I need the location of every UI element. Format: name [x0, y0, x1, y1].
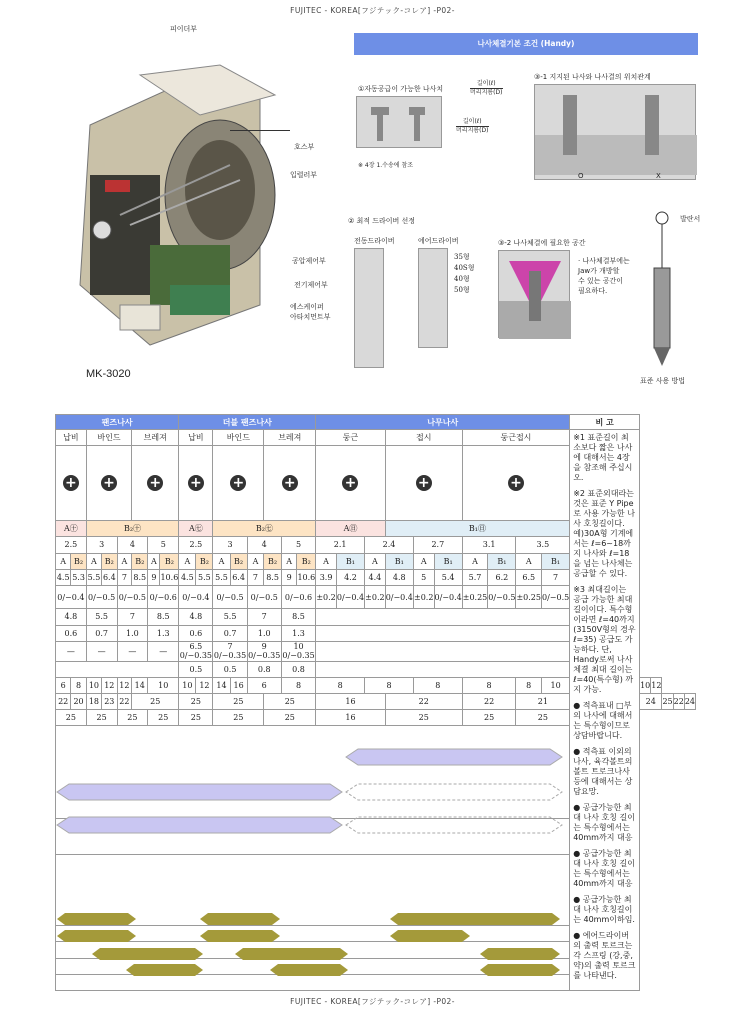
head-dia-cell: 10.6 [160, 569, 179, 585]
head-dia-cell: 5.4 [434, 569, 462, 585]
group-pan: 팬즈나사 [56, 415, 179, 430]
p-cell: 1.0 [247, 625, 281, 641]
d2-cell: 0.5 [213, 662, 247, 678]
max-cell: 25 [148, 710, 179, 726]
size-cell: 2.5 [179, 537, 213, 553]
dash-cell: 7 0/−0.35 [213, 642, 247, 661]
size-cell: 4 [247, 537, 281, 553]
len-b-cell: 22 [673, 694, 684, 710]
space-diagram [498, 250, 570, 338]
len-b-cell: 25 [264, 694, 316, 710]
blank-cell [316, 641, 570, 661]
ab-cell: B₂ [160, 553, 179, 569]
dash-cell: — [56, 641, 87, 661]
note-4: ● 적측표내 □부의 나사에 대해서는 특수형이므로 상담바랍니다. [573, 701, 633, 740]
max-cell: 25 [117, 710, 148, 726]
tolerance-cell: 0/−0.4 [56, 585, 87, 609]
ab-cell: B₂ [71, 553, 86, 569]
max-cell: 25 [213, 710, 264, 726]
d2-cell: 0.8 [281, 662, 315, 678]
ab-cell: B₁ [434, 553, 462, 569]
len-a-cell: 16 [230, 678, 247, 694]
p-cell: 0.6 [179, 625, 213, 641]
air-driver-label: 에어드라이버 [418, 237, 459, 245]
head-dia-cell: 7 [117, 569, 132, 585]
electric-label: 전기제어부 [294, 281, 328, 289]
max-cell: 25 [264, 710, 316, 726]
len-a-cell: 8 [365, 678, 414, 694]
machine-photo [60, 55, 290, 355]
tolerance-cell: 0/−0.5 [117, 585, 148, 609]
head-dia-cell: 4.5 [179, 569, 196, 585]
blank-cell [316, 625, 570, 641]
len-a-cell: 6 [56, 678, 71, 694]
sub-header-row [56, 430, 696, 446]
tolerance-cell: 0/−0.6 [281, 585, 315, 609]
tolerance-cell: 0/−0.4 [179, 585, 213, 609]
ab-cell: A [179, 553, 196, 569]
p-cell: 1.3 [148, 625, 179, 641]
len-b-cell: 22 [56, 694, 71, 710]
w-cell: 4.8 [56, 609, 87, 625]
space-note-1: · 나사체결부에는 [578, 257, 630, 265]
standard-method-label: 표준 사용 방법 [640, 377, 686, 385]
air-type-40s: 40S형 [454, 264, 475, 272]
len-b-cell: 22 [385, 694, 462, 710]
len-b-cell: 16 [316, 694, 385, 710]
tolerance-cell: 0/−0.5 [86, 585, 117, 609]
screw-img-brazier [132, 446, 179, 521]
len-a-cell: 10 [640, 678, 651, 694]
tolerance-cell: 0/−0.4 [434, 585, 462, 609]
group-header-row [56, 415, 696, 430]
p-cell: 0.7 [213, 625, 247, 641]
ab-cell: A [365, 553, 386, 569]
d2-cell: 0.5 [179, 662, 213, 678]
len-b-cell: 25 [132, 694, 179, 710]
ok-mark: O [578, 172, 584, 180]
phillips-head-icon: + [230, 475, 246, 491]
ab-cell: B₂ [230, 553, 247, 569]
max-cell: 25 [86, 710, 117, 726]
size-cell: 2.7 [413, 537, 462, 553]
head-dia-cell: 6.2 [488, 569, 516, 585]
spec-table [55, 414, 696, 991]
len-a-cell: 14 [132, 678, 148, 694]
size-cell: 5 [281, 537, 315, 553]
escaper-label: 에스케이퍼 아타치먼트부 [290, 303, 331, 321]
tolerance-cell: ±0.25 [462, 585, 488, 609]
ab-cell: A [247, 553, 264, 569]
balancer-label: 발란서 [680, 215, 701, 223]
dash-cell: — [148, 641, 179, 661]
dash-cell: — [86, 641, 117, 661]
len-a-cell: 12 [102, 678, 117, 694]
head-dia-cell: 5 [413, 569, 434, 585]
air-driver-types [454, 252, 474, 296]
len-b-cell: 18 [86, 694, 101, 710]
len-a-cell: 12 [196, 678, 213, 694]
ab-cell: A [281, 553, 297, 569]
note-9: ● 에어드라이버의 출력 토르크는 각 스프링 (강,중,약)의 출력 토르크를 나타낸다. [573, 931, 636, 980]
tolerance-cell: 0/−0.5 [488, 585, 516, 609]
section1-title: ①자동공급이 가능한 나사치 [358, 85, 444, 93]
dash-cell: 6.5 0/−0.35 [179, 642, 213, 661]
len-a-cell: 12 [117, 678, 132, 694]
head-dia-cell: 5.7 [462, 569, 488, 585]
ab-cell: B₁ [488, 553, 516, 569]
formula2-bottom: 머리지름(D) [456, 127, 489, 134]
len-a-cell: 8 [462, 678, 516, 694]
len-b-cell: 22 [117, 694, 132, 710]
phillips-head-icon: + [282, 475, 298, 491]
len-b-cell: 24 [684, 694, 695, 710]
head-dia-cell: 3.9 [316, 569, 337, 585]
ab-cell: B₂ [132, 553, 148, 569]
notes-column [570, 430, 640, 991]
screw-diagram-1 [356, 96, 442, 148]
size-cell: 2.5 [56, 537, 87, 553]
len-a-cell: 10 [148, 678, 179, 694]
group-wood: 나무나사 [316, 415, 570, 430]
max-cell: 25 [56, 710, 87, 726]
size-cell: 3.5 [516, 537, 570, 553]
note-8: ● 공급가능한 최대 나사 호칭길이는 40mm이하임. [573, 895, 635, 924]
note-3: ※3 최대길이는 공급 가능한 최대 길이이다. 특수형이라면 ℓ=40까지 (3150V형의 경우 ℓ=35) 공급도 가능하다. 단, Handy로써 나사체결 최대 길이는 ℓ=40(특수형) 까지 가능. [573, 585, 636, 694]
note-2: ※2 표준외대라는 것은 표준 Y Pipe로 사용 가능한 나사 호칭길이다. 예)30A형 기계에서는 ℓ=6~18까지 나사와 ℓ=18을 넘는 나사체는 공급할 수 있다. [573, 489, 635, 578]
phillips-head-icon: + [101, 475, 117, 491]
head-dia-cell: 5.5 [213, 569, 230, 585]
tolerance-cell: ±0.25 [516, 585, 542, 609]
note-5: ● 적측표 이외의 나사, 육각볼트의 볼트 트로크나사등에 대해서는 상담요망. [573, 747, 633, 796]
model-label: MK-3020 [86, 368, 131, 380]
sub-bind-2: 바인드 [213, 430, 264, 446]
len-b-cell: 25 [662, 694, 673, 710]
size-cell: 3.1 [462, 537, 516, 553]
ab-cell: A [462, 553, 488, 569]
phillips-head-icon: + [147, 475, 163, 491]
ab-cell: A [413, 553, 434, 569]
type-a-w: A㊆ [179, 521, 213, 537]
w-cell: 8.5 [281, 609, 315, 625]
screw-img-brazier-2 [264, 446, 316, 521]
head-dia-cell: 5.5 [86, 569, 101, 585]
tolerance-cell: ±0.2 [365, 585, 386, 609]
head-dia-cell: 6.5 [516, 569, 542, 585]
ab-cell: B₂ [264, 553, 282, 569]
w-cell: 4.8 [179, 609, 213, 625]
max-cell: 16 [316, 710, 385, 726]
p-cell: 1.0 [117, 625, 148, 641]
head-dia-cell: 8.5 [132, 569, 148, 585]
w-cell: 7 [247, 609, 281, 625]
head-dia-cell: 5.3 [71, 569, 86, 585]
w-cell: 8.5 [148, 609, 179, 625]
type-a-plus: A㊉ [56, 521, 87, 537]
len-b-cell: 21 [516, 694, 570, 710]
p-cell: 0.7 [86, 625, 117, 641]
arrow-cell-3 [56, 818, 570, 855]
electric-driver-label: 전동드라이버 [354, 237, 395, 245]
sub-flat: 접시 [385, 430, 462, 446]
pneumatic-label: 공압제어부 [292, 257, 326, 265]
head-dia-cell: 4.8 [385, 569, 413, 585]
len-a-cell: 8 [413, 678, 462, 694]
phillips-head-icon: + [63, 475, 79, 491]
sub-round-flat: 둥근접시 [462, 430, 569, 446]
len-b-cell: 24 [640, 694, 662, 710]
phillips-head-icon: + [188, 475, 204, 491]
len-a-cell: 8 [281, 678, 315, 694]
air-driver-image [418, 248, 448, 348]
w-cell: 5.5 [213, 609, 247, 625]
len-a-cell: 10 [179, 678, 196, 694]
formula2-top: 길이(ℓ) [462, 118, 482, 125]
ab-cell: B₁ [541, 553, 569, 569]
head-dia-cell: 4.5 [56, 569, 71, 585]
head-dia-cell: 6.4 [102, 569, 117, 585]
max-cell: 25 [385, 710, 462, 726]
section32-title: ③-2 나사체결에 필요한 공간 [498, 239, 586, 247]
torque-bar-cell-2 [56, 942, 570, 958]
type-a-wood: A㊐ [316, 521, 385, 537]
type-b2-w: B₂㊆ [213, 521, 316, 537]
screw-img-pan-2 [179, 446, 213, 521]
formula-top: 길이(ℓ) [476, 80, 496, 87]
phillips-head-icon: + [508, 475, 524, 491]
size-cell: 2.1 [316, 537, 365, 553]
head-dia-cell: 4.4 [365, 569, 386, 585]
screw-img-round-flat [462, 446, 569, 521]
section31-title: ③-1 지지된 나사와 나사결의 위치관계 [534, 73, 651, 81]
hose-label: 호스부 [294, 143, 315, 151]
size-cell: 4 [117, 537, 148, 553]
max-cell: 25 [516, 710, 570, 726]
ab-cell: A [117, 553, 132, 569]
dash-cell: 9 0/−0.35 [248, 642, 281, 661]
arrow-cell-2 [56, 788, 570, 818]
head-dia-cell: 4.2 [336, 569, 364, 585]
screw-img-round [316, 446, 385, 521]
blank-cell [316, 662, 570, 678]
screw-img-bind-2 [213, 446, 264, 521]
ab-cell: B₂ [102, 553, 117, 569]
head-dia-cell: 10.6 [297, 569, 316, 585]
page-footer: FUJITEC - KOREA[フジテック-コレア] -P02- [290, 997, 455, 1006]
w-cell: 5.5 [86, 609, 117, 625]
len-a-cell: 8 [516, 678, 542, 694]
sub-brazier: 브레져 [132, 430, 179, 446]
note-7: ● 공급가능한 최대 나사 호칭 길이는 특수형에서는 40mm까지 대응 [573, 849, 635, 888]
head-dia-cell: 7 [541, 569, 569, 585]
max-cell: 25 [179, 710, 213, 726]
blank-cell [316, 609, 570, 625]
air-type-50: 50형 [454, 286, 470, 294]
dash-cell: 10 0/−0.35 [282, 642, 315, 661]
air-type-40: 40형 [454, 275, 470, 283]
torque-bar-cell-4 [56, 974, 570, 990]
sub-nabi-2: 납비 [179, 430, 213, 446]
ab-cell: B₁ [336, 553, 364, 569]
sub-brazier-2: 브레져 [264, 430, 316, 446]
screw-img-pan [56, 446, 87, 521]
ab-cell: B₂ [196, 553, 213, 569]
d2-cell: 0.8 [247, 662, 281, 678]
size-cell: 3 [213, 537, 247, 553]
dash-cell: — [117, 641, 148, 661]
head-dia-cell: 6.4 [230, 569, 247, 585]
tolerance-cell: 0/−0.4 [385, 585, 413, 609]
conditions-title: 나사체결기본 조건 (Handy) [354, 33, 698, 55]
len-b-cell: 25 [213, 694, 264, 710]
feeder-label: 피이더부 [170, 25, 198, 33]
len-a-cell: 8 [316, 678, 365, 694]
notes-header: 비 고 [570, 415, 640, 430]
section2-title: ② 최적 드라이버 선정 [348, 217, 416, 225]
head-dia-cell: 7 [247, 569, 264, 585]
len-a-cell: 6 [247, 678, 281, 694]
section1-formula2 [456, 118, 489, 135]
head-dia-cell: 9 [148, 569, 160, 585]
tolerance-cell: 0/−0.5 [541, 585, 569, 609]
len-a-cell: 10 [541, 678, 569, 694]
ab-cell: A [213, 553, 230, 569]
w-cell: 7 [117, 609, 148, 625]
size-cell: 5 [148, 537, 179, 553]
space-note-3: 수 있는 공간이 [578, 277, 624, 285]
screw-img-bind [86, 446, 132, 521]
tolerance-cell: 0/−0.6 [148, 585, 179, 609]
position-diagram [534, 84, 696, 180]
ab-cell: A [56, 553, 71, 569]
len-b-cell: 25 [179, 694, 213, 710]
ab-cell: A [86, 553, 101, 569]
p-cell: 0.6 [56, 625, 87, 641]
tolerance-cell: 0/−0.4 [336, 585, 364, 609]
section1-formula [470, 80, 503, 97]
sub-bind: 바인드 [86, 430, 132, 446]
handy-tool-image [640, 208, 700, 368]
roller-label: 입렬러부 [290, 171, 318, 179]
phillips-head-icon: + [342, 475, 358, 491]
len-b-cell: 22 [462, 694, 516, 710]
head-dia-cell: 9 [281, 569, 297, 585]
tolerance-cell: 0/−0.5 [213, 585, 247, 609]
torque-cell [56, 855, 570, 926]
len-a-cell: 10 [86, 678, 101, 694]
tolerance-cell: 0/−0.5 [247, 585, 281, 609]
ng-mark: X [656, 172, 661, 180]
type-b1-wood: B₁㊐ [385, 521, 570, 537]
electric-driver-image [354, 248, 384, 368]
tolerance-cell: ±0.2 [316, 585, 337, 609]
page-header: FUJITEC - KOREA[フジテック-コレア] -P02- [290, 6, 455, 15]
tolerance-cell: ±0.2 [413, 585, 434, 609]
formula-bottom: 머리지름(D) [470, 89, 503, 96]
sub-nabi: 납비 [56, 430, 87, 446]
space-note [578, 256, 630, 296]
note-1: ※1 표준길이 최소보다 짧은 나사에 대해서는 4장을 참조해 주십시오. [573, 433, 633, 482]
max-cell: 25 [462, 710, 516, 726]
ab-cell: A [148, 553, 160, 569]
phillips-head-icon: + [416, 475, 432, 491]
air-type-35: 35형 [454, 253, 470, 261]
head-dia-cell: 5.5 [196, 569, 213, 585]
ab-cell: A [516, 553, 542, 569]
group-double-pan: 더블 팬즈나사 [179, 415, 316, 430]
head-dia-cell: 8.5 [264, 569, 282, 585]
blank-cell [56, 662, 179, 678]
sub-round: 둥근 [316, 430, 385, 446]
leader-hose [230, 130, 290, 131]
ab-cell: A [316, 553, 337, 569]
p-cell: 1.3 [281, 625, 315, 641]
len-b-cell: 20 [71, 694, 86, 710]
arrow-cell-1 [56, 726, 570, 788]
len-a-cell: 14 [213, 678, 230, 694]
section1-note: ※ 4장 1.수송에 참조 [358, 162, 414, 169]
len-a-cell: 12 [651, 678, 662, 694]
ab-cell: B₁ [385, 553, 413, 569]
space-note-4: 필요하다. [578, 287, 608, 295]
torque-bar-cell-3 [56, 958, 570, 974]
type-b2-plus: B₂㊉ [86, 521, 179, 537]
size-cell: 3 [86, 537, 117, 553]
torque-bar-cell-1 [56, 926, 570, 942]
len-a-cell: 8 [71, 678, 86, 694]
space-note-2: Jaw가 개방할 [578, 267, 620, 275]
note-6: ● 공급가능한 최대 나사 호칭 길이는 특수형에서는 40mm까지 대응 [573, 803, 635, 842]
screw-img-flat [385, 446, 462, 521]
size-cell: 2.4 [365, 537, 414, 553]
ab-cell: B₂ [297, 553, 316, 569]
len-b-cell: 23 [102, 694, 117, 710]
